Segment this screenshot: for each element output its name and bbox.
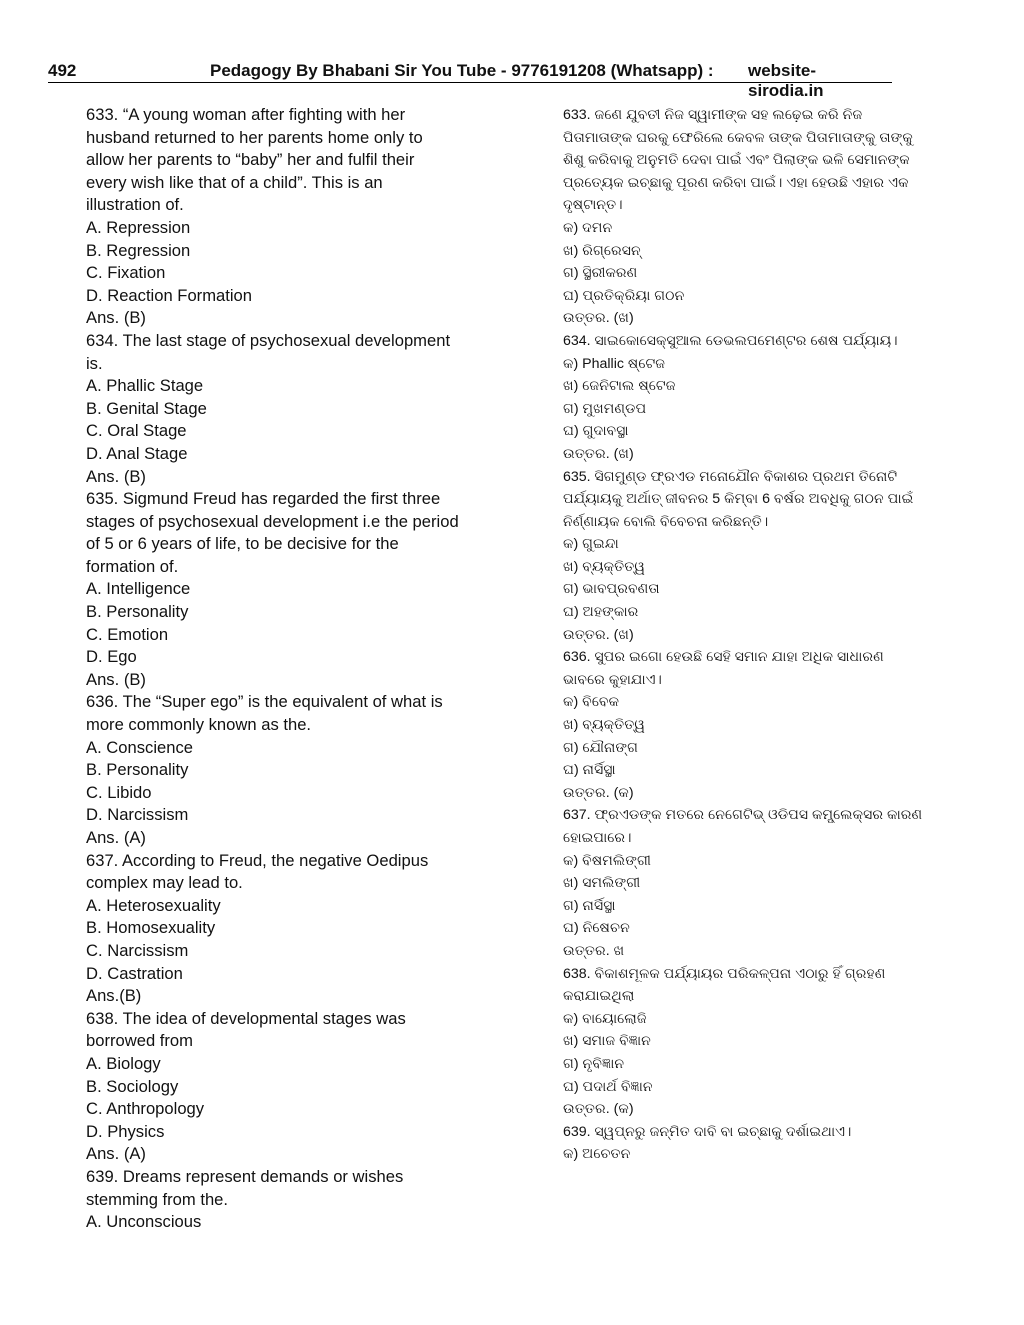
odia-text-line: ଉତ୍ତର. (ଖ)	[563, 310, 634, 327]
odia-text-line: ଉତ୍ତର. (ଖ)	[563, 626, 634, 643]
odia-text-line: କ) ବିଷମଲିଙ୍ଗୀ	[563, 852, 651, 869]
english-text-line: stemming from the.	[86, 1189, 229, 1209]
odia-text-line: ପ୍ରତ୍ୟେକ ଇଚ୍ଛାକୁ ପୂରଣ କରିବା ପାଇଁ। ଏହା ହେଉଛି ଏହାର ଏକ	[563, 174, 909, 191]
english-text-line: 638. The idea of developmental stages was	[86, 1008, 406, 1028]
odia-text-line: କ) ଗୁଇନ୍ଦା	[563, 536, 619, 553]
odia-text-line: ପିତାମାତାଙ୍କ ଘରକୁ ଫେରିଲେ କେବଳ ତାଙ୍କ ପିତାମାତାଙ୍କୁ ତାଙ୍କୁ	[563, 129, 913, 146]
odia-text-line: କ) ଦମନ	[563, 219, 613, 236]
odia-text-line: ଉତ୍ତର. (ଖ)	[563, 445, 634, 462]
odia-text-line: 635. ସିଗମୁଣ୍ଡ ଫ୍ରଏଡ ମନୋଯୌନ ବିକାଶର ପ୍ରଥମ ତିନୋଟି	[563, 468, 898, 485]
english-text-line: formation of.	[86, 556, 179, 576]
odia-text-line: ଖ) ବ୍ୟକ୍ତିତ୍ୱ	[563, 558, 646, 575]
english-text-line: D. Anal Stage	[86, 443, 188, 463]
english-text-line: 637. According to Freud, the negative Oedipus	[86, 850, 429, 870]
odia-text-line: ଖ) ସମାଜ ବିଜ୍ଞାନ	[563, 1033, 651, 1050]
english-text-line: D. Physics	[86, 1121, 165, 1141]
english-text-line: husband returned to her parents home only to	[86, 127, 423, 147]
odia-text-line: ଗ) ଭାବପ୍ରବଣତା	[563, 581, 660, 598]
page-number: 492	[48, 61, 77, 80]
english-text-line: 639. Dreams represent demands or wishes	[86, 1166, 404, 1186]
english-text-line: A. Intelligence	[86, 579, 191, 599]
odia-text-line: ଉତ୍ତର. ଖ	[563, 942, 625, 959]
english-text-line: D. Reaction Formation	[86, 285, 253, 305]
odia-text-line: ନିର୍ଣ୍ଣାୟକ ବୋଲି ବିବେଚନା କରିଛନ୍ତି।	[563, 513, 769, 530]
odia-text-line: କ) ବାୟୋଲୋଜି	[563, 1010, 647, 1027]
odia-text-line: ଘ) ପ୍ରତିକ୍ରିୟା ଗଠନ	[563, 287, 685, 304]
odia-text-line: ଦୃଷ୍ଟାନ୍ତ।	[563, 197, 623, 214]
english-text-line: B. Homosexuality	[86, 918, 216, 938]
english-text-line: 633. “A young woman after fighting with her	[86, 105, 406, 124]
english-text-line: Ans. (B)	[86, 669, 146, 689]
odia-text-line: ଖ) ଜେନିଟାଲ ଷ୍ଟେଜ	[563, 378, 676, 395]
odia-text-line: କ) Phallic ଷ୍ଟେଜ	[563, 355, 666, 372]
english-text-line: 635. Sigmund Freud has regarded the first three	[86, 489, 441, 509]
english-text-line: C. Oral Stage	[86, 421, 187, 441]
odia-column	[563, 104, 963, 1166]
english-text-line: D. Ego	[86, 647, 137, 667]
odia-text-line: କ) ବିବେକ	[563, 694, 620, 711]
english-text-line: illustration of.	[86, 195, 184, 215]
odia-text-line: ପର୍ଯ୍ୟାୟକୁ ଅର୍ଥାତ୍ ଜୀବନର 5 କିମ୍ବା 6 ବର୍ଷର ଅବଧିକୁ ଗଠନ ପାଇଁ	[563, 491, 914, 508]
odia-text-line: ଗ) ସ୍ଥିରୀକରଣ	[563, 265, 638, 282]
english-text-line: allow her parents to “baby” her and fulfil their	[86, 150, 415, 170]
english-text-line: 634. The last stage of psychosexual development	[86, 330, 451, 350]
odia-text-line: 639. ସ୍ୱପ୍ନରୁ ଜନ୍ମିତ ଦାବି ବା ଇଚ୍ଛାକୁ ଦର୍ଶାଇଥାଏ।	[563, 1123, 852, 1140]
english-text-line: D. Narcissism	[86, 805, 189, 825]
english-text-line: A. Conscience	[86, 737, 193, 757]
odia-text-line: ଭାବରେ କୁହାଯାଏ।	[563, 671, 662, 688]
english-text-line: A. Unconscious	[86, 1212, 202, 1232]
odia-text-line: 638. ବିକାଶମୂଳକ ପର୍ଯ୍ୟାୟର ପରିକଳ୍ପନା ଏଠାରୁ ହିଁ ଗ୍ରହଣ	[563, 965, 886, 982]
english-text-line: C. Anthropology	[86, 1099, 205, 1119]
odia-text-line: ଖ) ରିଗ୍ରେସନ୍	[563, 242, 641, 259]
odia-text-line: ଗ) ନାର୍ସିସ୍ଥା	[563, 897, 616, 914]
english-text-line: A. Repression	[86, 217, 191, 237]
odia-text-line: କରାଯାଇଥିଲା	[563, 988, 635, 1005]
english-text-line: Ans. (A)	[86, 828, 146, 847]
english-text-line: Ans. (A)	[86, 1144, 146, 1164]
english-text-line: B. Genital Stage	[86, 398, 207, 418]
odia-text-line: ଶିଶୁ କରିବାକୁ ଅନୁମତି ଦେବା ପାଇଁ ଏବଂ ପିଲାଙ୍କ ଭଳି ସେମାନଙ୍କ	[563, 152, 910, 169]
odia-text-line: ଖ) ସମଲିଙ୍ଗୀ	[563, 875, 641, 892]
english-text-line: borrowed from	[86, 1031, 193, 1051]
odia-text-line: ଉତ୍ତର. (କ)	[563, 784, 634, 801]
odia-text-line: ଖ) ବ୍ୟକ୍ତିତ୍ୱ	[563, 717, 646, 734]
odia-text-line: ଗ) ଯୌନାଙ୍ଗ	[563, 739, 639, 756]
odia-text-line: ଘ) ଗୁଦାବସ୍ଥା	[563, 423, 629, 440]
odia-text-line: ଘ) ପଦାର୍ଥ ବିଜ୍ଞାନ	[563, 1078, 653, 1095]
odia-text-line: ଗ) ମୁଖମଣ୍ଡପ	[563, 400, 647, 417]
odia-text-line: ଗ) ନୃବିଜ୍ଞାନ	[563, 1055, 625, 1072]
english-text-line: Ans.(B)	[86, 986, 142, 1006]
english-text-line: is.	[86, 353, 103, 373]
english-text-line: of 5 or 6 years of life, to be decisive for the	[86, 534, 399, 554]
english-text-line: A. Heterosexuality	[86, 895, 221, 915]
odia-text-line: ଉତ୍ତର. (କ)	[563, 1101, 634, 1118]
header-website: website- sirodia.in	[748, 61, 824, 100]
english-column	[86, 104, 478, 1234]
odia-text-line: ଘ) ଅହଙ୍କାର	[563, 604, 639, 621]
english-text-line: C. Emotion	[86, 624, 169, 644]
page-header	[48, 58, 892, 100]
english-text-line: A. Biology	[86, 1053, 161, 1073]
english-text-line: more commonly known as the.	[86, 715, 312, 735]
english-text-line: D. Castration	[86, 963, 183, 983]
odia-text-line: 634. ସାଇକୋସେକ୍ସୁଆଲ ଡେଭଲପମେଣ୍ଟର ଶେଷ ପର୍ଯ୍ୟାୟ।	[563, 332, 898, 349]
odia-text-line: 633. ଜଣେ ଯୁବତୀ ନିଜ ସ୍ୱାମୀଙ୍କ ସହ ଲଢ଼େଇ କରି ନିଜ	[563, 107, 863, 123]
english-text-line: C. Libido	[86, 782, 152, 802]
english-text-line: B. Sociology	[86, 1076, 179, 1096]
odia-text-line: ହୋଇପାରେ।	[563, 830, 632, 846]
english-text-line: A. Phallic Stage	[86, 376, 204, 396]
english-text-line: stages of psychosexual development i.e the period	[86, 511, 459, 531]
english-text-line: every wish like that of a child”. This is an	[86, 172, 383, 192]
english-text-line: C. Narcissism	[86, 940, 189, 960]
odia-text-line: ଘ) ନିଷେଚନ	[563, 920, 630, 937]
english-text-line: 636. The “Super ego” is the equivalent of what is	[86, 692, 443, 712]
odia-text-line: କ) ଅଚେତନ	[563, 1146, 631, 1163]
english-text-line: Ans. (B)	[86, 466, 146, 486]
english-text-line: B. Regression	[86, 240, 191, 260]
english-text-line: Ans. (B)	[86, 308, 146, 328]
english-text-line: B. Personality	[86, 602, 189, 622]
english-text-line: B. Personality	[86, 760, 189, 780]
odia-text-line: 637. ଫ୍ରଏଡଙ୍କ ମତରେ ନେଗେଟିଭ୍ ଓଡିପସ କମ୍ପ୍ଲେକ୍ସର କାରଣ	[563, 807, 923, 824]
english-text-line: C. Fixation	[86, 263, 166, 283]
english-text-line: complex may lead to.	[86, 873, 243, 893]
odia-text-line: ଘ) ନାର୍ସିସ୍ଥା	[563, 762, 616, 779]
header-title: Pedagogy By Bhabani Sir You Tube - 9776191208 (Whatsapp) :	[210, 61, 714, 80]
odia-text-line: 636. ସୁପର ଇଗୋ ହେଉଛି ସେହି ସମାନ ଯାହା ଅଧିକ ସାଧାରଣ	[563, 649, 884, 666]
